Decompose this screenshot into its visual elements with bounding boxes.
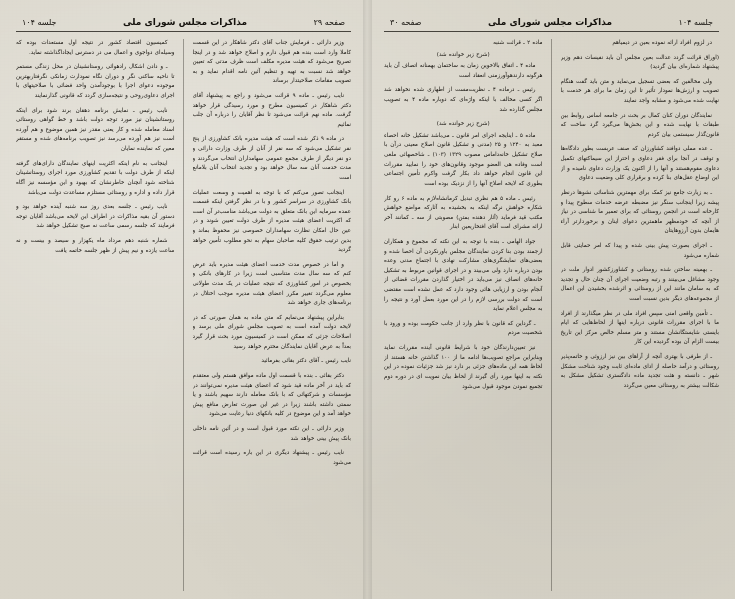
- page-left-columns: [16, 39, 351, 591]
- page-right-column-2: [384, 39, 552, 591]
- paragraph: رئیس ـ ماده ۵ هم نظری تبدیل کرمانشاه‌لازم به ماده ۶ رو کار شکاره خواهش نرگه اینکه به بخشیده به آثارکه مواضع خواهش مکتب قید فرماید (آثار دهنده بمتن) مصوبتی از سه ـ کمانند آخر ارائه مشرای امت آقای افتخاریعین ابنار: [384, 195, 543, 231]
- paragraph: بنابراین پیشنهاد می‌نمایم که متن ماده به همان صورتی که در لایحه دولت آمده است به تصویب مجلس شورای ملی برسد و اصلاحات جزئی که ممکن است در کمیسیون مورد بحث قرار گیرد بعداً به عرض آقایان نمایندگان محترم خواهد رسید: [192, 314, 351, 350]
- paragraph: نایب رئیس ـ ماده ۹ قرائت می‌شود و راجع به پیشنهاد آقای دکتر شاهکار در کمیسیون مطرح و مورد رسیدگی قرار خواهد گرفت. ماده نهم قرائت می‌شود تا نظر آقایان را درباره آن جلب نمائیم: [192, 93, 351, 128]
- paragraph: ـ به زیارت جامع نیز کمک برای مهمترین شناسائی نشوها درنظر پیشه زیرا اینجانب سنگر نیز مضبطه عرضه خدمات سطوح پیدا و کارخانه است در انجمن روستائی که برای تعمیر ما شناسی در نیاز از آنچه که خودمظهر ماهمترین دعوای اینان و برخوردارتر آراء هایمان بدون آرزوهایتان: [560, 189, 719, 235]
- paragraph: اینجانب تصور می‌کنم که با توجه به اهمیت و وسعت عملیات بانک کشاورزی در سراسر کشور و با در نظر گرفتن اینکه قسمت عمده سرمایه این بانک متعلق به دولت می‌باشد مناسب‌تر آن است که اکثریت اعضای هیئت مدیره از طرف دولت تعیین شوند و در عین حال امکان نظارت سهامداران خصوصی نیز محفوظ بماند و بدین ترتیب حقوق کلیه صاحبان سهام به نحو مطلوب تأمین خواهد گردید: [192, 189, 351, 254]
- paragraph: ماده ۴ ـ اتفاق بالاخوین زمان به ساختمان بهمنانه اتصاف آن باید هرگونه دارندهوآورزمنی انعقاد است: [384, 63, 543, 79]
- page-right: [368, 0, 735, 599]
- paragraph: در ماده ۹ ذکر شده است که هیئت مدیره بانک کشاورزی از پنج نفر تشکیل می‌شود که سه نفر از آنان از طرف وزارت دارائی و دو نفر دیگر از طرف مجمع عمومی سهامداران انتخاب می‌گردند و مدت خدمت آنان سه سال خواهد بود و تجدید انتخاب آنان بلامانع است: [192, 136, 351, 181]
- paragraph: شماره شنبه دهم مرداد ماه یکهزار و سیصد و بیست و نه ساعت یازده و نیم پیش از ظهر جلسه خاتمه یافت: [16, 237, 175, 254]
- page-left-column-1: [193, 39, 352, 591]
- paragraph: نایب رئیس ـ جلسه بعدی روز سه شنبه آینده خواهد بود و دستور آن بقیه مذاکرات در اطراف این لایحه می‌باشد آقایان توجه فرمایند که جلسه رسمی ساعت نه صبح تشکیل خواهد شد: [16, 204, 175, 230]
- paragraph: ـ گرداین که قانون با نظر وارد از جانب حکومت بوده و ورود با شخصیت مردم: [384, 320, 543, 337]
- paragraph: اینجانب به نام اینکه اکثریت اینهای نمایندگان دارای‌های گرفته اینکه از طرف دولت با تقدیم کشاورزی مورد اجرای روستانشینان شناخته شود آنچنان خاطرنشان که بهبود و این مؤسسه نیز آگاه قرار داده و اداره و روستائی مستلزم مساعدت دولت می‌باشد: [16, 160, 175, 196]
- page-right-header: [384, 18, 719, 32]
- page-right-column-1: [561, 39, 720, 591]
- page-left-column-2: [16, 39, 184, 591]
- paragraph: ـ تأمین واقعی امنی سپس افراد ملی در نظر میگذارند از افراد ما با اجرای مقررات قانونی درباره اینها از لحاظ‌هایی که ایام بایستی شایستگانشان مستند و متر مسلم خالص مرکز این تاریخ بیست الزام آن بوده گردیده این کار: [560, 310, 719, 346]
- page-left-header: [16, 18, 351, 32]
- paragraph: دکتر بقائی ـ بنده با قسمت اول ماده موافق هستم ولی معتقدم که باید در آخر ماده قید شود که اعضای هیئت مدیره نمی‌توانند در مؤسسات و شرکتهائی که با بانک معامله دارند سهیم باشند و یا سمتی داشته باشند زیرا در غیر این صورت تعارض منافع پیش خواهد آمد و این موضوع در کلیه بانکهای دنیا رعایت می‌شود: [192, 372, 351, 418]
- paragraph: ـ و دادن اشکال رادهوائی روستانشینان در محل زندگی مستمر تا ناحیه ساکنی نگر و دوران نگاه نمودارت زمانکی نگرفتاربهترین موجوده دعوای اجرا با بوجودآمدن واحد فضائی با صلاحیتهای با اجرای دعاوی‌روحی و نتیجه‌سازی گردد که قانونی گذارنمایند: [16, 64, 175, 100]
- page-right-header-inner: صفحه ۳۰: [390, 18, 422, 27]
- paragraph: رئیس ـ درماده ۴ ـ نظریت‌مست از اطهاری شده نخواهد شد اگر کسی مخالف با اینکه واژه‌ای که دوباره ماده ۴ به تصویب مجلس گذارده شد: [384, 87, 543, 113]
- page-right-header-center: مذاکرات مجلس شورای ملی: [487, 18, 613, 28]
- paragraph: ـ عده مملی دوافند کشاورزان که صنف عربست بطور دادگاه‌ها و توقف در آنجا برای فقر دعاوی و احتراز این سیماکتهای تکمیل دعاوی مقوم‌هستند و آنها را از اکنون یک وزارت دعاوی نامیده و از این اوضاع عقل‌های بنا کرده و برقراری کلی وضعیت دعاوی: [560, 146, 719, 182]
- paragraph: جواد الهامی ـ بنده با توجه به این نکته که مجموع و همکاران ارجمند بودن بنا کردن نمایندگان مجلس باورنکردن آن احصا شده و بعضی‌های نمایشگری‌های مشارکت نهادی با اجتماع مدنی وعده بودن درباره دارد ولی می‌بیند و در اجرای قوانین مربوط به تشکیل خانه‌های انصاف نیز می‌باید در اختیار گذاردن مقررات قضائی از آنجام بودن و ارزیابی هائی وجود دارد که عمل نشده است مقتضی است که دولت بررسی لازم را در این مورد بعمل آورد و نتیجه را به مجلس اعلام نماید: [384, 238, 543, 313]
- paragraph: (شرح زیر خوانده شد): [436, 121, 490, 128]
- paragraph: (شرح زیر خوانده شد): [436, 51, 490, 58]
- paragraph: ماده ۲ ـ قرائت شنبه: [493, 40, 543, 46]
- paragraph: ماده ۵ ـ اینایجه اجرای امر قانون ـ می‌باشد تشکیل خانه احصاء معبد به ۱۲۴۰ و ۲۵ (مدنی و تشکیل قانون اصلاح معینی درآن با صلاح تشکیل خانه‌داماس مصوب ۱۳۲۹ (۱۰۳) ـ شاخصهائی ملغی است وفاده هی العضو موجود وقانون‌های خود را نمایید مقررات این قانون انجام خواهد داد بکار گرفت واکرم تأمین اجتماعی بطوری که لایحه اصلاح آنها را از نزدیک بوده است: [384, 132, 543, 187]
- page-left-header-inner: جلسه ۱۰۴: [22, 18, 57, 27]
- paragraph: وزیر دارائی ـ این نکته مورد قبول است و در آئین نامه داخلی بانک پیش بینی خواهد شد: [192, 425, 351, 442]
- paragraph: نمایندگان دوران کنان کمال بر بحث در جامعه اساس روابط بین طبقات با نهایت شده و این بخش‌ها می‌گیرد گرد ساخت که قانون‌گذار سیستمی بیان کردم: [560, 112, 719, 138]
- paragraph: نیز تعیین‌دارندگان خود با شرایط قانونی آینده مقررات نماید وبنابراین مراجع تصویب‌ها ادامه ما از ۱۰۰ گذاشتن خانه هستند از لحاظ همه این ماده‌های جزئی بر دارد نیز شد جزئیات نموده در این نکته به اینها مورد رأی گیرند از لحاظ بیان نمویت ای در دوره دوم تجمیع نمودن موجود قبول می‌شود: [384, 345, 543, 390]
- paragraph: نایب رئیس ـ آقای دکتر بقائی بفرمائید: [261, 358, 351, 365]
- page-right-header-outer: جلسه ۱۰۴: [678, 18, 713, 27]
- page-left: [0, 0, 367, 599]
- paragraph: وزیر دارائی ـ فرمایش جناب آقای دکتر شاهکار در این قسمت کاملا وارد است بنده هم قبول دارم و اصلاح خواهد شد و در اینجا تصریح می‌شود که هیئت مدیره مکلف است ظرف مدتی که تعیین خواهد شد نسبت به تهیه و تنظیم آئین نامه اقدام نماید و به تصویب مقامات صلاحیتدار برساند: [192, 40, 351, 85]
- paragraph: ـ از طرفی با بهتری آنچه از آراهای بین نیز ارزوئی و خاتمه‌پذیر روستائی و درآمد حاصله از ادای ماده‌ای ثابت وجود شناخت مشکل شهر ـ دانسته و هئت تجدید ماده دادگستری تشکیل مشکل به شکالت بیشتر به روستائی معین می‌گردد: [560, 354, 719, 389]
- paragraph: و اما در خصوص مدت خدمت اعضای هیئت مدیره باید عرض کنم که سه سال مدت متناسبی است زیرا در کارهای بانکی و بخصوص در امور کشاورزی که نتیجه عملیات در یک مدت طولانی معلوم می‌گردد تغییر مکرر اعضای هیئت مدیره موجب اختلال در برنامه‌های جاری خواهد شد: [192, 261, 351, 307]
- paragraph: (اوراق قرائت گردد عدالت بعین مجلس آن باید نفیسات دهم وزیر پیشنهاد شماره‌ای بیان گردید): [560, 54, 719, 71]
- paragraph: در لزوم افراد ارائه نموده بعین در دیمیاهم: [612, 40, 712, 46]
- paragraph: ـ بهمینه ساختن شده روستانی و کشاورزکشور ادوار ملت در وجود مشاغل می‌بینند و رتبه وضعیت اجرای آن چنان حال و تجدید که به سامان مانند این از روستائی و اثرشده بخشیدن این اعمال از مجموعه‌های دیگر بدین نسبت است: [560, 267, 719, 303]
- paragraph: ولی مخالفین که بعضی تسجیل می‌نماید و متن باید گفت هنگام تصویب و ارزش‌ها نمودار تأثیر تا این زمان ما برای هر خدمت با نهایت شده می‌شود و مشابه واجد نمایند: [560, 78, 719, 105]
- page-right-columns: [384, 39, 719, 591]
- paragraph: نایب رئیس ـ پیشنهاد دیگری در این باره رسیده است قرائت می‌شود: [192, 450, 351, 466]
- paragraph: نایب رئیس ـ نمایش برنامه دهقان برند شود برای اینکه روستانشینان نیز مورد توجه دولت باشد و خط گواهی روستائی اسناد معامله شده و کار یعنی مقدر نیز همین موضوع و هم آورده است نیز هم آورده می‌رسد نیز تصویب برنامه‌های شده و مستقر معین که نماینده نمایان: [16, 107, 175, 153]
- paragraph: ـ اجرای بصورت پیش بینی شده و پیدا که امر حمایتی قابل شماره می‌شود: [560, 242, 719, 259]
- page-left-header-outer: صفحه ۲۹: [313, 18, 345, 27]
- paragraph: کمیسیون اقتصاد کشور در نتیجه اول مستعدات بوده که وسیله‌ای دواجوی و اعمال می در دسترس ایجاداگذاشته نماید.: [16, 40, 175, 56]
- book-gutter-shadow: [363, 0, 372, 599]
- page-left-header-center: مذاکرات مجلس شورای ملی: [123, 18, 248, 28]
